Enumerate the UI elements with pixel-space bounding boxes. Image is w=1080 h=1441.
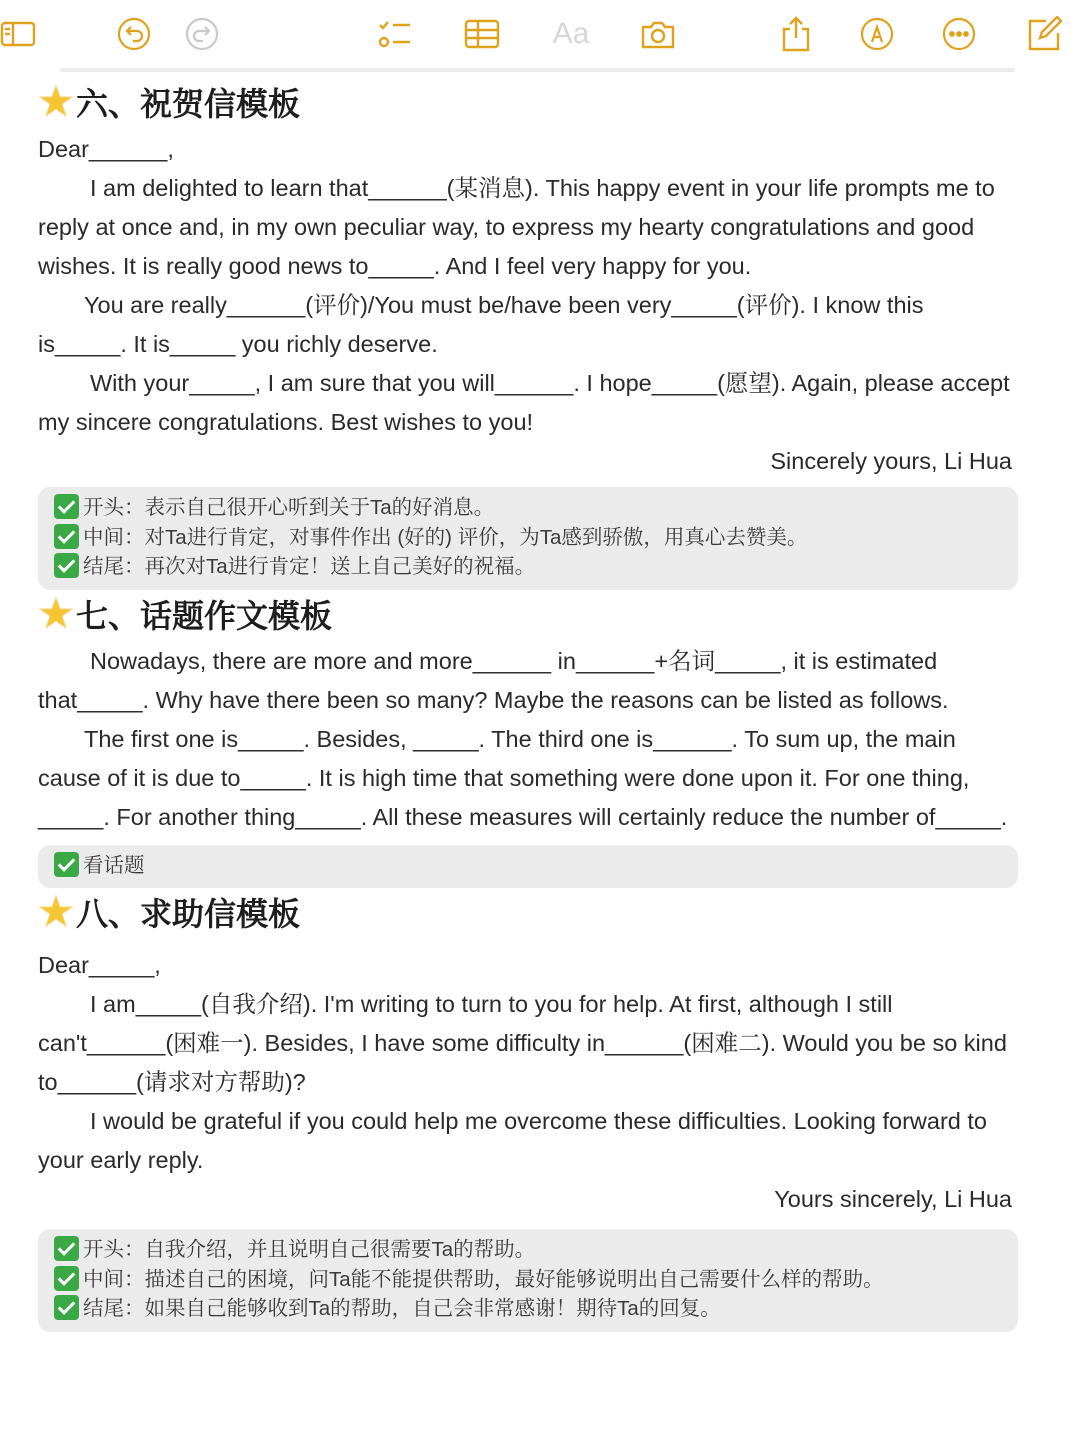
font-icon[interactable]: Aa — [552, 17, 590, 50]
notes-box — [38, 1229, 1018, 1332]
checklist-icon[interactable] — [374, 14, 414, 54]
markup-icon[interactable] — [857, 14, 897, 54]
checkmark-icon — [54, 524, 79, 549]
star-icon — [38, 894, 74, 930]
checkmark-icon — [54, 494, 79, 519]
camera-icon[interactable] — [638, 14, 678, 54]
section-title: 六、祝贺信模板 — [76, 86, 301, 122]
checkmark-icon — [54, 1295, 79, 1320]
notes-toolbar — [0, 0, 1080, 68]
note-line: 中间：描述自己的困境，问Ta能不能提供帮助，最好能够说明出自己需要什么样的帮助。 — [54, 1265, 1002, 1295]
star-icon — [38, 84, 74, 120]
note-line: 结尾：如果自己能够收到Ta的帮助，自己会非常感谢！期待Ta的回复。 — [54, 1294, 1002, 1324]
paragraph: With your_____, I am sure that you will______. I hope_____(愿望). Again, please accept my sincere congratulations. Best wishes to you! — [38, 370, 1010, 435]
undo-icon[interactable] — [114, 14, 154, 54]
note-line: 开头：自我介绍，并且说明自己很需要Ta的帮助。 — [54, 1235, 1002, 1265]
checkmark-icon — [54, 1236, 79, 1261]
signature: Sincerely yours, Li Hua — [770, 448, 1012, 474]
note-line: 中间：对Ta进行肯定，对事件作出 (好的) 评价，为Ta感到骄傲，用真心去赞美。 — [54, 523, 1002, 553]
paragraph: I am_____(自我介绍). I'm writing to turn to you for help. At first, although I still can't______(困难一). Besides, I have some difficulty in______(困难二). Would you be so kind to______(请求对方帮助)? — [38, 991, 1007, 1095]
more-icon[interactable] — [939, 14, 979, 54]
compose-icon[interactable] — [1024, 14, 1064, 54]
note-line: 看话题 — [54, 851, 1002, 881]
paragraph: Nowadays, there are more and more______ in______+名词_____, it is estimated that_____. Why have there been so many? Maybe the reasons can be listed as follows. — [38, 647, 949, 713]
checkmark-icon — [54, 852, 79, 877]
section-heading-help-letter — [38, 890, 1018, 934]
star-icon — [38, 596, 74, 632]
section-title: 八、求助信模板 — [76, 896, 301, 932]
signature: Yours sincerely, Li Hua — [774, 1186, 1012, 1212]
share-icon[interactable] — [776, 14, 816, 54]
notes-box — [38, 487, 1018, 590]
paragraph: The first one is_____. Besides, _____. The third one is______. To sum up, the main cause of it is due to_____. It is high time that something were done upon it. For one thing, _____. For another thing_____. All these measures will certainly reduce the number of_____. — [38, 725, 1008, 830]
section-heading-congratulation — [38, 80, 1018, 124]
salutation: Dear_____, — [38, 952, 161, 978]
checkmark-icon — [54, 553, 79, 578]
table-icon[interactable] — [462, 14, 502, 54]
redo-icon[interactable] — [182, 14, 222, 54]
note-line: 结尾：再次对Ta进行肯定！送上自己美好的祝福。 — [54, 552, 1002, 582]
notes-box — [38, 845, 1018, 889]
checkmark-icon — [54, 1266, 79, 1291]
paragraph: I am delighted to learn that______(某消息). This happy event in your life prompts me to reply at once and, in my own peculiar way, to express my hearty congratulations and good wishes. It is really good news to_____. And I feel very happy for you. — [38, 175, 995, 279]
note-content[interactable] — [38, 78, 1018, 1334]
section-heading-topic-essay — [38, 592, 1018, 636]
salutation: Dear______, — [38, 136, 174, 162]
sidebar-icon[interactable] — [0, 14, 38, 54]
paragraph: You are really______(评价)/You must be/have been very_____(评价). I know this is_____. It is_____ you richly deserve. — [38, 292, 924, 357]
paragraph: I would be grateful if you could help me overcome these difficulties. Looking forward to your early reply. — [38, 1108, 987, 1173]
section-title: 七、话题作文模板 — [76, 597, 333, 634]
note-line: 开头：表示自己很开心听到关于Ta的好消息。 — [54, 493, 1002, 523]
toolbar-divider — [60, 68, 1015, 72]
